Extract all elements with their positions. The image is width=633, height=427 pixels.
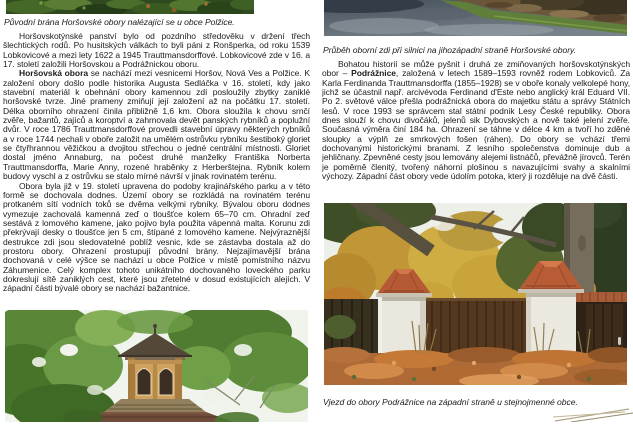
photo-gloriet-annaburg [5,310,308,422]
paragraph-podraznice [322,60,630,181]
podraznice-pre-text: Bohatou historií se může pyšnit i druhá ze zmiňovaných horšovskotýnských obor – [322,60,630,79]
podraznice-bold: Podrážnice [351,68,396,79]
caption-left-top: Původní brána Horšovské obory nalézající se u obce Polžice. [4,17,235,27]
gloriet-illustration [5,310,308,422]
right-article-text [322,60,630,200]
road-wall-illustration [324,0,627,36]
paragraph-history [3,32,310,69]
horsovska-obora-lead: Horšovská obora [19,68,88,79]
grass-blades-icon [553,401,633,422]
horsovska-obora-text: se nachází mezi vesnicemi Horšov, Nová Ves a Polžice. K založení obory došlo podle historika Augusta Sedláčka v 16. století, kdy jako stavební materiál k obehnání obory kamennou zdí posloužily zbytky zaniklé horšovské tvrze. Jiné prameny zmiňují její založení až na počátku 17. století. Délka oborního ohrazení činila přibližně 1,6 km. Obora sloužila k chovu srnčí zvěře, bažantů, zajíců a koroptví a zahrnovala devět panských rybníků a poplužní dvůr. V roce 1786 Trauttmansdorffové provedli stavební úpravy některých rybníků a v roce 1744 nechali v oboře založit na umělém ostrůvku rybníku šestiboký gloriet se čtyřhrannou věžičkou a dvojitou střechou o jedné centrální místnosti. Gloriet dostal jméno Annaburg, na počest druhé manželky Františka Norberta Trauttmansdorffa, Marie Anny, rozené hraběnky z Herberštejna. Rybník kolem budovy vyschl a z ostrůvku se stalo mírné návrší v jinak rovinatém terénu. [3,68,310,182]
photo-wall-along-road [324,0,627,36]
caption-right-top: Průběh oborní zdi při silnici na jihozápadní straně Horšovské obory. [323,45,576,55]
photo-polzice-gate-cropped [6,0,254,14]
paragraph-horsovska-obora [3,69,310,181]
caption-right-bottom: Vjezd do obory Podrážnice na západní straně u stejnojmenné obce. [323,397,578,407]
left-article-text [3,32,310,308]
foliage-strip-illustration [6,0,254,14]
paragraph-history-text: Horšovskotýnské panství bylo od pozdního středověku v držení třech šlechtických rodů. Po husitských válkách to byli páni z Ronšperka, od roku 1539 Lobkovicové a mezi lety 1622 a 1945 Trauttmansdorffové. Lobkovicové zde v 16. a 17. století založili Horšovskou a Podrážnickou oboru. [3,32,310,70]
podraznice-post-text: , založená v letech 1589–1593 rovněž rodem Lobkoviců. Za Karla Ferdinanda Trauttmansdorffa (1855–1928) se v oboře konaly velkolepé hony, jichž se účastnil např. arcivévoda Ferdinand d'Este nebo anglický král Eduard VII. Po 2. světové válce přešla podrážnická obora do majetku státu a správy Státních lesů. V roce 1993 se správcem stal státní podnik Lesy České republiky. Obora dnes slouží k chovu divočáků, jelenů sik Dybovských a nově také jelení zvěře. Současná výměra činí 184 ha. Ohrazení se táhne v délce 4 km a tvoří ho zděné sloupky a výplň ze smrkových fošen (ráhen). Do obory se vchází třemi dochovanými historickými branami. Z lesního společenstva dominuje dub a jehličnany. Zpevněné cesty jsou lemovány alejemi listnáčů, převážně jírovců. Terén je poměrně členitý, tvořený náhorní plošinou s navazujícími svahy a skalními výchozy. Západní část obory vede údolím potoka, který ji rozděluje na dvě části. [322,68,630,182]
gate-illustration [324,203,627,385]
paragraph-park-text: Obora byla již v 19. století upravena do podoby krajinářského parku a v této formě se dochovala dodnes. Území obory se rozkládá na rovinatém terénu protkaném sítí vodních toků se dvěma velkými rybníky. Bývalou oboru dodnes vymezuje zachovalá kamenná zeď o tloušťce kolem 65–70 cm. Ohradní zeď sestává z lomového kamene, jako pojivo byla použita vápenná malta. Korunu zdi překrývají desky o tloušťce jen 5 cm, štípané z lomového kamene. Nejvýraznější destrukce zdi jsou sledovatelné poblíž vesnic, kde se zástavba dostala až do prostoru obory. Ohrazení prostupují původní brány. Nejzajímavější brána dochovaná v celé výšce se nachází u obce Polžice v místě pomístního názvu Záhumenice. Celý komplex tohoto unikátního dochovaného loveckého parku dokreslují sítě zaniklých cest, které jsou zřetelné v dosud existujících alejích. V západní části bývalé obory se nachází bažantnice. [3,180,310,294]
grass-blades-decoration [553,401,633,422]
paragraph-park [3,182,310,294]
photo-podraznice-entrance [324,203,627,385]
